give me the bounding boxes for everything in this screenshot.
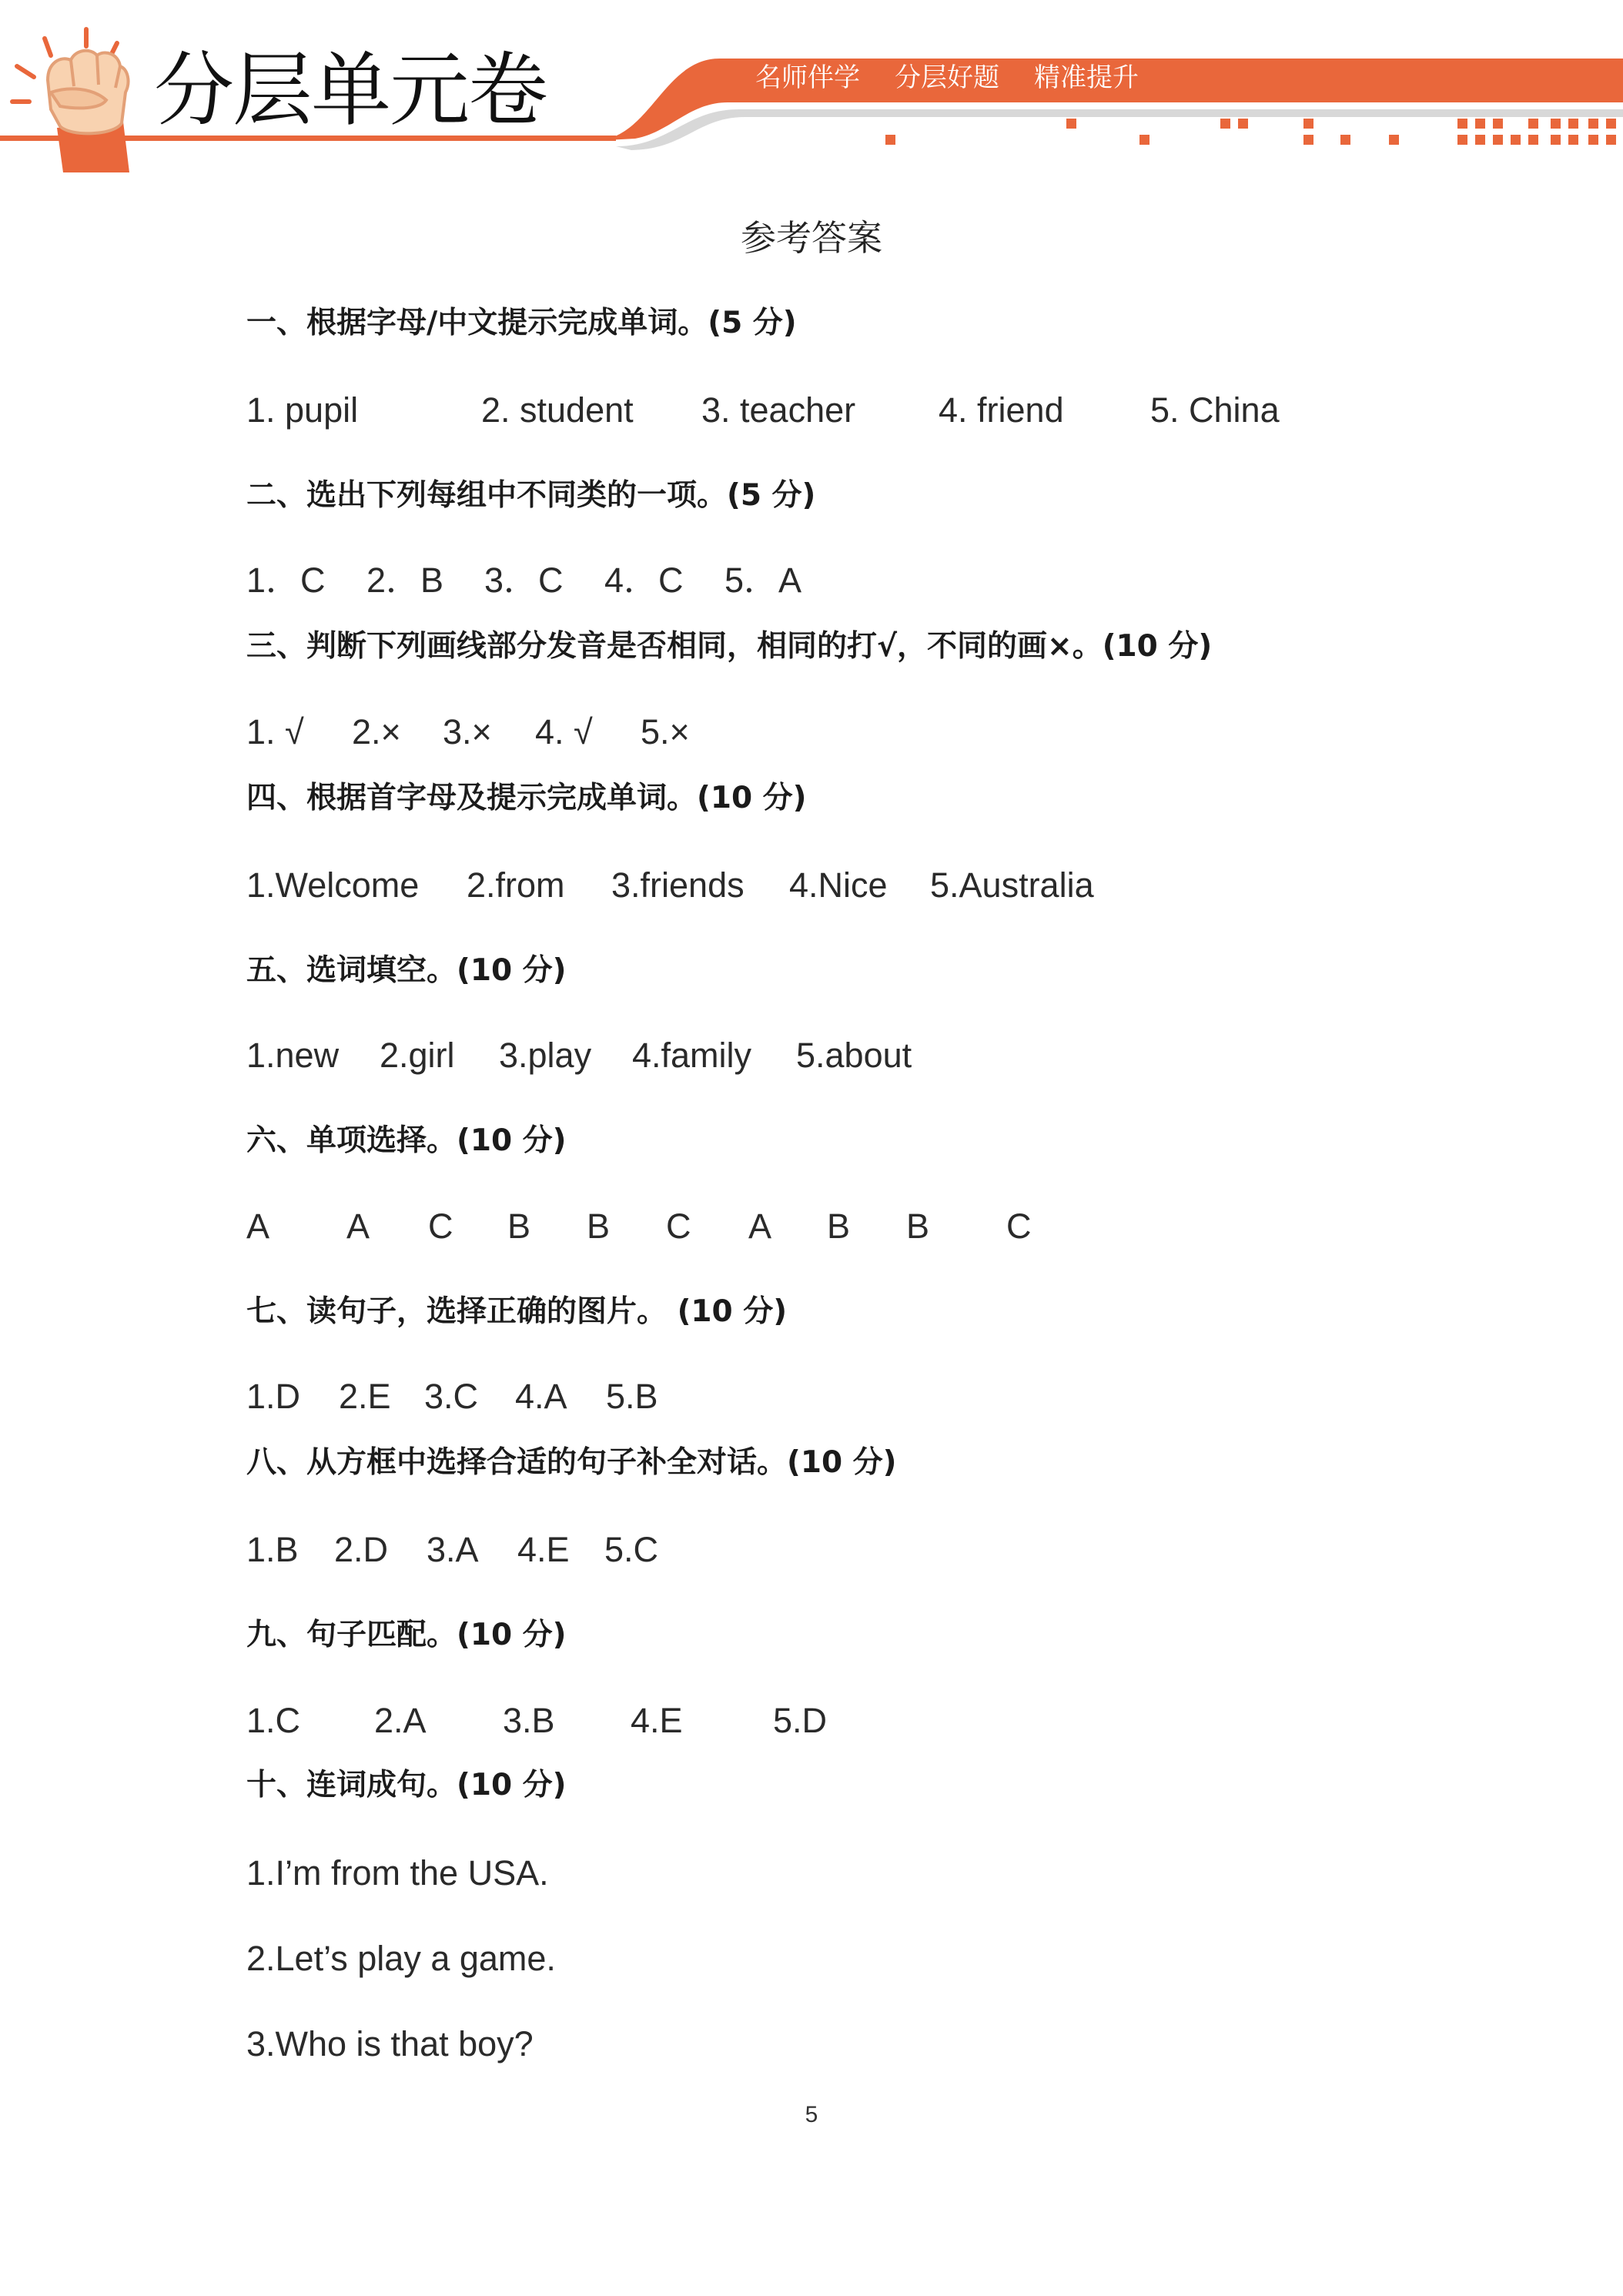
answer-item: 2.girl xyxy=(380,1036,455,1075)
answer-sentence: 3.Who is that boy? xyxy=(246,2024,534,2063)
answer-item: A xyxy=(246,1207,270,1246)
raised-fist-icon xyxy=(12,29,129,172)
header-shadow-swoosh xyxy=(616,109,1623,150)
answer-row-7 xyxy=(0,1374,1623,1420)
answer-row-8 xyxy=(0,1527,1623,1573)
answer-item: B xyxy=(507,1207,531,1246)
header-title: 分层单元卷 xyxy=(154,43,547,137)
answer-item: 1.Welcome xyxy=(246,865,420,905)
answer-item: B xyxy=(587,1207,611,1246)
answer-item: 1．C xyxy=(246,561,326,600)
answer-row-4 xyxy=(0,862,1623,909)
answer-item: 2．B xyxy=(366,561,444,600)
answer-row-10-3 xyxy=(0,2021,1623,2067)
document-title: 参考答案 xyxy=(741,217,882,259)
section-heading-1: 一、根据字母/中文提示完成单词。(5 分) xyxy=(246,306,797,340)
answer-item: 3. teacher xyxy=(701,390,856,430)
section-heading-3: 三、判断下列画线部分发音是否相同，相同的打√，不同的画×。(10 分) xyxy=(246,629,1213,664)
section-heading-2: 二、选出下列每组中不同类的一项。(5 分) xyxy=(246,478,816,513)
answer-item: 4.E xyxy=(631,1701,683,1740)
answer-item: 2.from xyxy=(467,865,565,905)
header-slogan-2: 分层好题 xyxy=(895,62,999,93)
answer-row-6 xyxy=(0,1203,1623,1250)
answer-item: 5.D xyxy=(773,1701,828,1740)
answer-item: 5.Australia xyxy=(930,865,1094,905)
answer-item: 4.family xyxy=(632,1036,752,1075)
answer-item: 3.C xyxy=(424,1377,479,1416)
answer-row-2 xyxy=(0,557,1623,604)
answer-item: 3.B xyxy=(503,1701,555,1740)
answer-item: 3.play xyxy=(499,1036,592,1075)
answer-item: 1.C xyxy=(246,1701,301,1740)
answer-item: 5.about xyxy=(796,1036,912,1075)
answer-item: 5.C xyxy=(604,1530,659,1569)
answer-item: B xyxy=(906,1207,930,1246)
decorative-squares xyxy=(885,119,1616,145)
answer-item: 5.B xyxy=(606,1377,658,1416)
answer-item: C xyxy=(1006,1207,1032,1246)
header-slogan-3: 精准提升 xyxy=(1034,62,1139,93)
answer-item: 2. student xyxy=(481,390,634,430)
answer-item: 4.E xyxy=(517,1530,570,1569)
section-heading-7: 七、读句子，选择正确的图片。 (10 分) xyxy=(246,1294,788,1329)
answer-item: 5. China xyxy=(1150,390,1280,430)
answer-item: 1.new xyxy=(246,1036,340,1075)
answer-row-3 xyxy=(0,709,1623,755)
answer-item: 4. √ xyxy=(535,712,593,751)
page-number: 5 xyxy=(805,2102,818,2127)
answer-item: 4．C xyxy=(604,561,684,600)
answer-row-1 xyxy=(0,387,1623,433)
answer-sentence: 2.Let’s play a game. xyxy=(246,1939,556,1978)
section-heading-9: 九、句子匹配。(10 分) xyxy=(246,1618,567,1652)
section-heading-10: 十、连词成句。(10 分) xyxy=(246,1768,567,1802)
section-heading-8: 八、从方框中选择合适的句子补全对话。(10 分) xyxy=(246,1445,897,1480)
answer-item: B xyxy=(827,1207,851,1246)
answer-row-9 xyxy=(0,1698,1623,1744)
answer-item: 2.D xyxy=(334,1530,389,1569)
answer-item: 2.× xyxy=(352,712,401,751)
answer-item: 1. √ xyxy=(246,712,304,751)
answer-item: A xyxy=(346,1207,370,1246)
answer-item: 3.friends xyxy=(611,865,745,905)
answer-item: 2.A xyxy=(374,1701,427,1740)
answer-item: 3.× xyxy=(443,712,492,751)
answer-item: 1.B xyxy=(246,1530,299,1569)
answer-item: 2.E xyxy=(339,1377,391,1416)
answer-row-10-1 xyxy=(0,1850,1623,1896)
answer-row-5 xyxy=(0,1033,1623,1079)
section-heading-4: 四、根据首字母及提示完成单词。(10 分) xyxy=(246,781,807,815)
answer-item: 3.A xyxy=(427,1530,479,1569)
section-heading-5: 五、选词填空。(10 分) xyxy=(246,953,567,988)
answer-item: 3．C xyxy=(484,561,564,600)
answer-row-10-2 xyxy=(0,1936,1623,1982)
section-heading-6: 六、单项选择。(10 分) xyxy=(246,1123,567,1158)
answer-item: 4.A xyxy=(515,1377,567,1416)
answer-item: 1. pupil xyxy=(246,390,359,430)
header-slogan-1: 名师伴学 xyxy=(755,62,860,93)
answer-item: 1.D xyxy=(246,1377,301,1416)
answer-item: 4. friend xyxy=(939,390,1064,430)
answer-item: A xyxy=(748,1207,772,1246)
answer-item: C xyxy=(666,1207,691,1246)
answer-item: 5.× xyxy=(641,712,690,751)
answer-sentence: 1.I’m from the USA. xyxy=(246,1853,549,1893)
answer-item: 4.Nice xyxy=(789,865,888,905)
answer-item: C xyxy=(428,1207,453,1246)
answer-item: 5．A xyxy=(724,561,802,600)
